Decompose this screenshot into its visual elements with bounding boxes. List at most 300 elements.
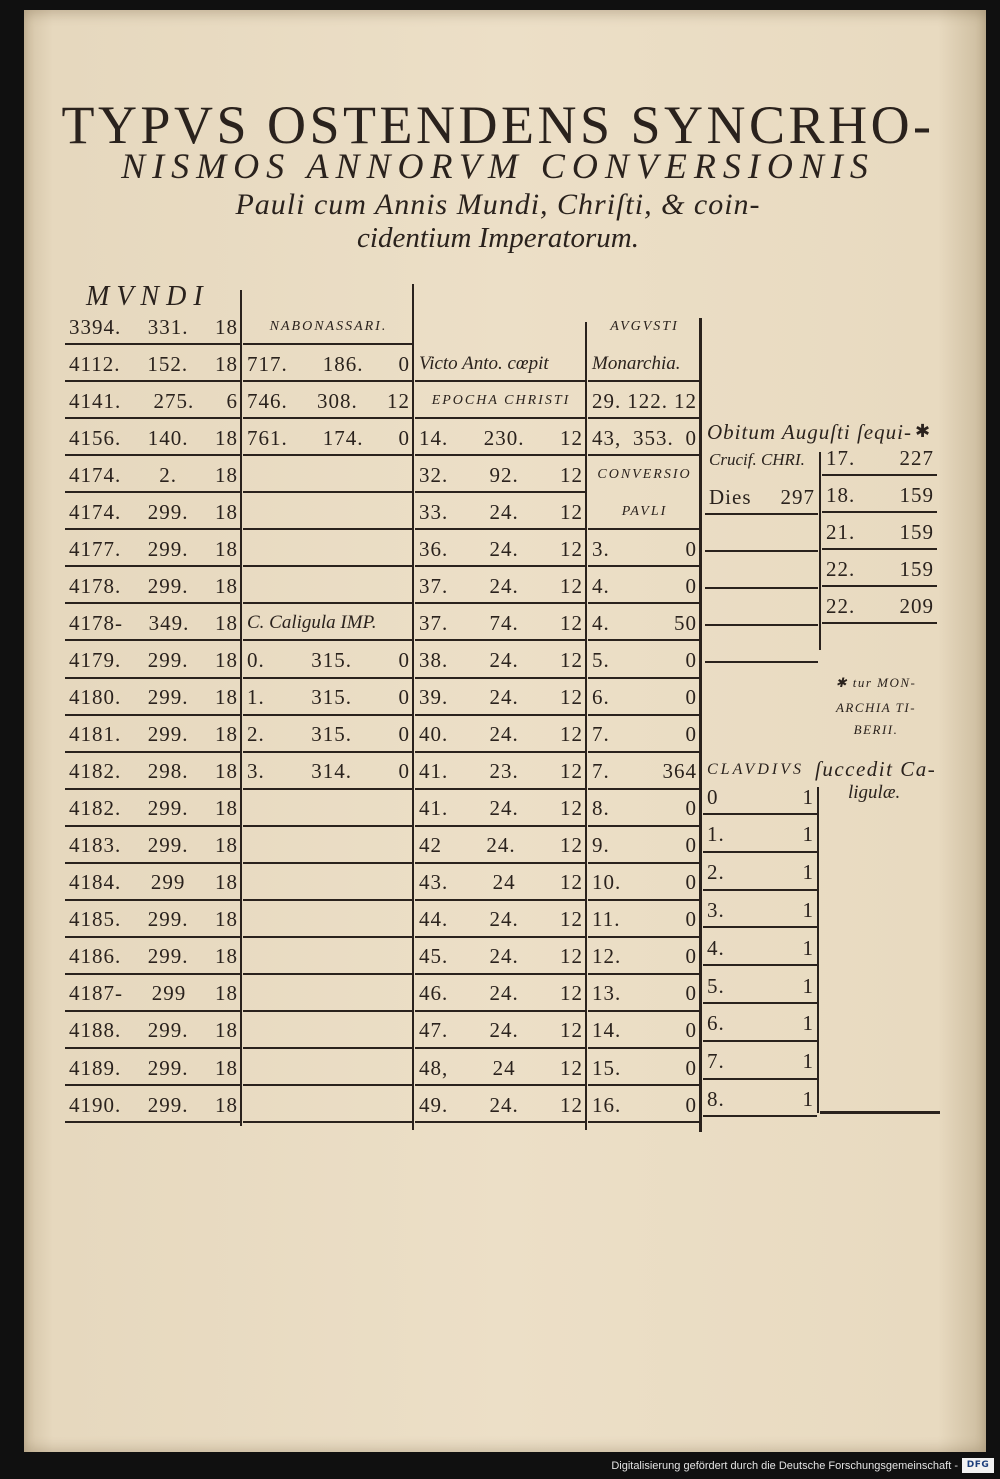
christi-value: 24. <box>489 722 519 746</box>
nabonassari-cell <box>243 904 413 938</box>
mundi-cell <box>65 682 241 716</box>
mundi-value: 18 <box>215 462 238 487</box>
christi-cell <box>415 496 586 530</box>
mundi-value: 18 <box>215 833 238 858</box>
mundi-value: 4141. <box>69 388 122 413</box>
conversio-value: 0 <box>685 722 697 746</box>
christi-value: 12 <box>560 648 583 672</box>
mundi-value: 298. <box>147 759 189 784</box>
mundi-value: 299 <box>151 981 187 1006</box>
conversio-cell: CONVERSIO <box>597 467 692 483</box>
footnote-line: ✱ tur MON- <box>835 675 917 690</box>
mundi-cell <box>65 496 241 530</box>
claudius-value: 3. <box>707 897 725 922</box>
crucifixion-cell: Crucif. CHRI. <box>709 450 805 469</box>
claudius-value: 1 <box>802 1049 814 1074</box>
conversio-value: 0 <box>685 1018 697 1043</box>
conversio-cell <box>588 682 700 716</box>
claudius-value: 2. <box>707 860 725 885</box>
nabonassari-cell <box>243 1052 413 1086</box>
mundi-cell <box>65 867 241 901</box>
mundi-value: 18 <box>215 648 238 672</box>
mundi-value: 18 <box>215 1018 238 1043</box>
conversio-value: 0 <box>685 944 697 969</box>
mundi-value: 299. <box>147 648 189 672</box>
christi-value: 47. <box>419 1018 449 1043</box>
conversio-cell <box>588 830 700 864</box>
conversio-value: 13. <box>592 981 622 1006</box>
mundi-cell <box>65 422 241 456</box>
mundi-value: 4178- <box>69 610 123 635</box>
claudius-value: 1 <box>802 822 814 847</box>
mundi-value: 152. <box>147 351 189 376</box>
mundi-value: 18 <box>215 722 238 746</box>
mundi-cell <box>65 533 241 567</box>
christi-value: 12 <box>560 1092 583 1117</box>
christi-value: 41. <box>419 759 449 784</box>
christi-value: 24. <box>489 536 519 561</box>
obitum-year-value: 18. <box>826 482 856 507</box>
christi-value: 92. <box>489 462 519 487</box>
christi-cell <box>415 645 586 679</box>
conversio-cell <box>588 978 700 1012</box>
mundi-value: 299. <box>147 833 189 858</box>
obitum-year-value: 159 <box>899 482 934 507</box>
conversio-value: 15. <box>592 1055 622 1080</box>
title-line-4: cidentium Imperatorum. <box>357 222 639 254</box>
christi-value: 12 <box>560 425 583 450</box>
christi-value: 24. <box>489 1092 519 1117</box>
conversio-cell <box>588 756 700 790</box>
conversio-value: 7. <box>592 722 610 746</box>
mundi-value: 2. <box>159 462 177 487</box>
claudius-value: 6. <box>707 1011 725 1036</box>
mundi-value: 299. <box>147 685 189 709</box>
nabonassari-value: 761. <box>247 425 288 450</box>
conversio-value: 4. <box>592 610 610 635</box>
title-line-2: NISMOS ANNORVM CONVERSIONIS <box>121 146 875 186</box>
claudius-cell <box>703 819 817 853</box>
conversio-value: 0 <box>685 536 697 561</box>
mundi-cell <box>65 645 241 679</box>
conversio-value: 29. <box>592 388 622 413</box>
mundi-value: 4189. <box>69 1055 122 1080</box>
christi-value: 41. <box>419 796 449 821</box>
mundi-value: 18 <box>215 499 238 524</box>
nabonassari-value: 0 <box>398 759 410 784</box>
conversio-cell <box>588 385 700 419</box>
claudius-value: 5. <box>707 973 725 998</box>
mundi-value: 4188. <box>69 1018 122 1043</box>
conversio-value: 0 <box>685 796 697 821</box>
conversio-value: 6. <box>592 685 610 709</box>
nabonassari-cell <box>243 348 413 382</box>
nabonassari-cell <box>243 830 413 864</box>
nabonassari-cell <box>243 533 413 567</box>
crucifixion-value: 297 <box>780 484 815 509</box>
conversio-value: 11. <box>592 907 621 932</box>
christi-cell <box>415 682 586 716</box>
christi-value: 12 <box>560 499 583 524</box>
christi-value: 230. <box>483 425 525 450</box>
mundi-value: 4187- <box>69 981 123 1006</box>
mundi-column-header: MVNDI <box>86 281 210 312</box>
christi-cell <box>415 311 586 345</box>
mundi-value: 18 <box>215 536 238 561</box>
conversio-cell: PAVLI <box>588 496 700 530</box>
claudius-cell <box>703 894 817 928</box>
nabonassari-cell <box>243 570 413 604</box>
conversio-cell: Monarchia. <box>588 348 700 382</box>
claudius-note: ligulæ. <box>848 782 901 803</box>
christi-value: 74. <box>489 610 519 635</box>
nabonassari-value: 0 <box>398 685 410 709</box>
obitum-year-cell <box>822 479 937 513</box>
mundi-value: 299. <box>147 722 189 746</box>
nabonassari-cell <box>243 385 413 419</box>
nabonassari-value: 1. <box>247 685 265 709</box>
nabonassari-value: 0 <box>398 351 410 376</box>
footnote-line: BERII. <box>853 722 899 737</box>
mundi-value: 4177. <box>69 536 122 561</box>
mundi-value: 18 <box>215 870 238 895</box>
nabonassari-cell <box>243 645 413 679</box>
mundi-value: 18 <box>215 314 238 339</box>
mundi-value: 4178. <box>69 573 122 598</box>
christi-value: 12 <box>560 573 583 598</box>
mundi-value: 299. <box>147 499 189 524</box>
footer-credit: Digitalisierung gefördert durch die Deutsche Forschungsgemeinschaft - <box>611 1460 958 1472</box>
nabonassari-cell <box>243 496 413 530</box>
christi-value: 24. <box>489 685 519 709</box>
conversio-value: 16. <box>592 1092 622 1117</box>
christi-cell <box>415 607 586 641</box>
mundi-cell <box>65 1015 241 1049</box>
column-rule <box>585 322 587 1130</box>
mundi-value: 18 <box>215 573 238 598</box>
mundi-value: 18 <box>215 944 238 969</box>
conversio-value: 122. <box>627 388 668 413</box>
mundi-value: 299. <box>147 573 189 598</box>
mundi-cell <box>65 904 241 938</box>
christi-value: 12 <box>560 610 583 635</box>
mundi-value: 18 <box>215 907 238 932</box>
christi-cell <box>415 533 586 567</box>
conversio-cell <box>588 793 700 827</box>
christi-cell <box>415 1052 586 1086</box>
footnote-line: ARCHIA TI- <box>835 700 917 715</box>
claudius-value: 1 <box>802 1086 814 1111</box>
christi-value: 38. <box>419 648 449 672</box>
christi-value: 24. <box>489 1018 519 1043</box>
nabonassari-value: 3. <box>247 759 265 784</box>
nabonassari-cell: NABONASSARI. <box>243 311 413 345</box>
mundi-value: 299. <box>147 944 189 969</box>
christi-cell <box>415 941 586 975</box>
christi-value: 36. <box>419 536 449 561</box>
christi-value: 12 <box>560 536 583 561</box>
mundi-value: 18 <box>215 1092 238 1117</box>
christi-cell <box>415 830 586 864</box>
nabonassari-cell <box>243 1015 413 1049</box>
nabonassari-value: 174. <box>322 425 364 450</box>
crucifixion-cell <box>705 555 818 589</box>
conversio-value: 0 <box>685 1055 697 1080</box>
obitum-year-value: 159 <box>899 556 934 581</box>
mundi-cell <box>65 1052 241 1086</box>
christi-value: 37. <box>419 573 449 598</box>
conversio-value: 14. <box>592 1018 622 1043</box>
mundi-cell <box>65 348 241 382</box>
conversio-value: 5. <box>592 648 610 672</box>
column-rule <box>412 284 414 1130</box>
mundi-value: 18 <box>215 796 238 821</box>
bottom-rule <box>820 1111 940 1114</box>
conversio-value: 0 <box>685 573 697 598</box>
mundi-value: 4174. <box>69 462 122 487</box>
mundi-value: 4183. <box>69 833 122 858</box>
christi-value: 12 <box>560 833 583 858</box>
christi-value: 42 <box>419 833 442 858</box>
nabonassari-cell <box>243 719 413 753</box>
conversio-value: 3. <box>592 536 610 561</box>
obitum-year-value: 209 <box>899 593 934 618</box>
conversio-cell <box>588 570 700 604</box>
conversio-cell <box>588 1089 700 1123</box>
christi-cell <box>415 459 586 493</box>
nabonassari-value: 308. <box>317 388 358 413</box>
dfg-logo-icon: DFG <box>962 1458 994 1473</box>
christi-cell <box>415 1089 586 1123</box>
nabonassari-value: 746. <box>247 388 288 413</box>
nabonassari-value: 315. <box>311 685 352 709</box>
nabonassari-cell <box>243 756 413 790</box>
christi-cell <box>415 978 586 1012</box>
conversio-value: 0 <box>685 648 697 672</box>
conversio-value: 0 <box>685 1092 697 1117</box>
christi-value: 37. <box>419 610 449 635</box>
christi-value: 24. <box>486 833 516 858</box>
conversio-cell <box>588 607 700 641</box>
mundi-value: 299. <box>147 796 189 821</box>
obitum-year-cell <box>822 516 937 550</box>
conversio-value: 4. <box>592 573 610 598</box>
mundi-value: 299 <box>150 870 186 895</box>
christi-value: 24. <box>489 981 519 1006</box>
mundi-value: 18 <box>215 759 238 784</box>
conversio-value: 0 <box>685 907 697 932</box>
conversio-value: 0 <box>685 425 697 450</box>
conversio-value: 0 <box>685 685 697 709</box>
mundi-value: 4181. <box>69 722 122 746</box>
column-rule <box>817 787 819 1113</box>
claudius-cell <box>703 1008 817 1042</box>
conversio-cell <box>588 867 700 901</box>
mundi-cell <box>65 830 241 864</box>
obitum-year-value: 21. <box>826 519 856 544</box>
mundi-value: 4190. <box>69 1092 122 1117</box>
nabonassari-cell <box>243 1089 413 1123</box>
nabonassari-value: 315. <box>311 648 352 672</box>
mundi-value: 4156. <box>69 425 122 450</box>
christi-cell <box>415 904 586 938</box>
christi-cell <box>415 422 586 456</box>
mundi-value: 4182. <box>69 759 122 784</box>
christi-cell <box>415 1015 586 1049</box>
christi-value: 12 <box>560 759 583 784</box>
obitum-heading: Obitum Auguſti ſequi- <box>707 420 912 444</box>
crucifixion-cell <box>705 518 818 552</box>
claudius-value: 7. <box>707 1049 725 1074</box>
mundi-cell <box>65 570 241 604</box>
obitum-year-value: 227 <box>899 445 934 470</box>
mundi-value: 299. <box>147 1092 189 1117</box>
christi-value: 12 <box>560 796 583 821</box>
column-rule <box>699 318 702 1132</box>
claudius-cell <box>703 970 817 1004</box>
claudius-value: 1. <box>707 822 725 847</box>
mundi-value: 299. <box>147 1055 189 1080</box>
mundi-value: 18 <box>215 1055 238 1080</box>
obitum-year-cell <box>822 442 937 476</box>
crucifixion-value: Dies <box>709 484 752 509</box>
conversio-cell <box>588 904 700 938</box>
mundi-value: 18 <box>215 981 238 1006</box>
conversio-value: 8. <box>592 796 610 821</box>
christi-value: 40. <box>419 722 449 746</box>
conversio-value: 9. <box>592 833 610 858</box>
nabonassari-value: 0 <box>398 648 410 672</box>
title-line-1: TYPVS OSTENDENS SYNCRHO- <box>61 95 935 155</box>
conversio-value: 7. <box>592 759 610 784</box>
mundi-value: 299. <box>147 1018 189 1043</box>
nabonassari-value: 0 <box>398 722 410 746</box>
christi-value: 12 <box>560 462 583 487</box>
mundi-value: 299. <box>147 536 189 561</box>
crucifixion-cell <box>705 481 818 515</box>
christi-value: 24. <box>489 648 519 672</box>
christi-value: 12 <box>560 944 583 969</box>
conversio-value: 10. <box>592 870 622 895</box>
mundi-cell <box>65 311 241 345</box>
claudius-value: 4. <box>707 935 725 960</box>
obitum-year-cell <box>822 590 937 624</box>
christi-value: 24. <box>489 573 519 598</box>
crucifixion-cell <box>705 629 818 663</box>
christi-value: 12 <box>560 907 583 932</box>
column-rule <box>819 452 821 650</box>
claudius-value: 1 <box>802 897 814 922</box>
christi-value: 45. <box>419 944 449 969</box>
mundi-cell <box>65 459 241 493</box>
nabonassari-cell <box>243 941 413 975</box>
nabonassari-value: 12 <box>387 388 410 413</box>
conversio-cell <box>588 645 700 679</box>
mundi-value: 4184. <box>69 870 122 895</box>
claudius-cell <box>703 781 817 815</box>
conversio-value: 43, <box>592 425 622 450</box>
nabonassari-cell <box>243 793 413 827</box>
nabonassari-value: 0 <box>398 425 410 450</box>
christi-value: 44. <box>419 907 449 932</box>
conversio-cell <box>588 941 700 975</box>
claudius-value: 0 <box>707 784 719 809</box>
mundi-value: 275. <box>153 388 195 413</box>
mundi-value: 4179. <box>69 648 122 672</box>
mundi-value: 4180. <box>69 685 122 709</box>
claudius-value: 8. <box>707 1086 725 1111</box>
conversio-value: 12 <box>674 388 697 413</box>
nabonassari-cell <box>243 978 413 1012</box>
conversio-value: 0 <box>685 870 697 895</box>
christi-value: 43. <box>419 870 449 895</box>
mundi-value: 18 <box>214 351 238 376</box>
mundi-cell <box>65 978 241 1012</box>
mundi-value: 4186. <box>69 944 122 969</box>
mundi-value: 349. <box>148 610 190 635</box>
conversio-value: 0 <box>685 981 697 1006</box>
mundi-value: 18 <box>215 685 238 709</box>
christi-value: 24. <box>489 907 519 932</box>
christi-value: 12 <box>560 1055 583 1080</box>
christi-value: 12 <box>560 1018 583 1043</box>
mundi-value: 18 <box>215 425 238 450</box>
mundi-value: 3394. <box>69 314 122 339</box>
nabonassari-value: 315. <box>311 722 352 746</box>
claudius-cell <box>703 932 817 966</box>
christi-cell: Victo Anto. cœpit <box>415 348 586 382</box>
christi-value: 12 <box>560 981 583 1006</box>
nabonassari-value: 186. <box>322 351 364 376</box>
claudius-cell <box>703 1046 817 1080</box>
claudius-cell <box>703 857 817 891</box>
nabonassari-cell <box>243 682 413 716</box>
christi-cell <box>415 793 586 827</box>
nabonassari-cell: C. Caligula IMP. <box>243 607 413 641</box>
christi-value: 24. <box>489 499 519 524</box>
christi-value: 48, <box>419 1055 449 1080</box>
mundi-cell <box>65 719 241 753</box>
conversio-value: 364 <box>662 759 697 784</box>
mundi-value: 4112. <box>69 351 121 376</box>
mundi-cell <box>65 793 241 827</box>
mundi-cell <box>65 607 241 641</box>
obitum-year-cell <box>822 553 937 587</box>
christi-value: 32. <box>419 462 449 487</box>
conversio-value: 0 <box>685 833 697 858</box>
christi-cell <box>415 570 586 604</box>
nabonassari-cell <box>243 459 413 493</box>
claudius-value: 1 <box>802 973 814 998</box>
crucifixion-cell <box>705 592 818 626</box>
column-rule <box>240 290 242 1126</box>
nabonassari-value: 314. <box>311 759 352 784</box>
claudius-cell <box>703 1083 817 1117</box>
nabonassari-cell <box>243 867 413 901</box>
conversio-value: 12. <box>592 944 622 969</box>
christi-cell: EPOCHA CHRISTI <box>415 385 586 419</box>
obitum-year-value: 22. <box>826 556 856 581</box>
claudius-value: 1 <box>802 1011 814 1036</box>
christi-cell <box>415 756 586 790</box>
mundi-value: 331. <box>147 314 189 339</box>
christi-value: 33. <box>419 499 449 524</box>
mundi-cell <box>65 941 241 975</box>
mundi-cell <box>65 1089 241 1123</box>
claudius-value: 1 <box>802 784 814 809</box>
christi-value: 12 <box>560 722 583 746</box>
claudius-value: 1 <box>802 860 814 885</box>
